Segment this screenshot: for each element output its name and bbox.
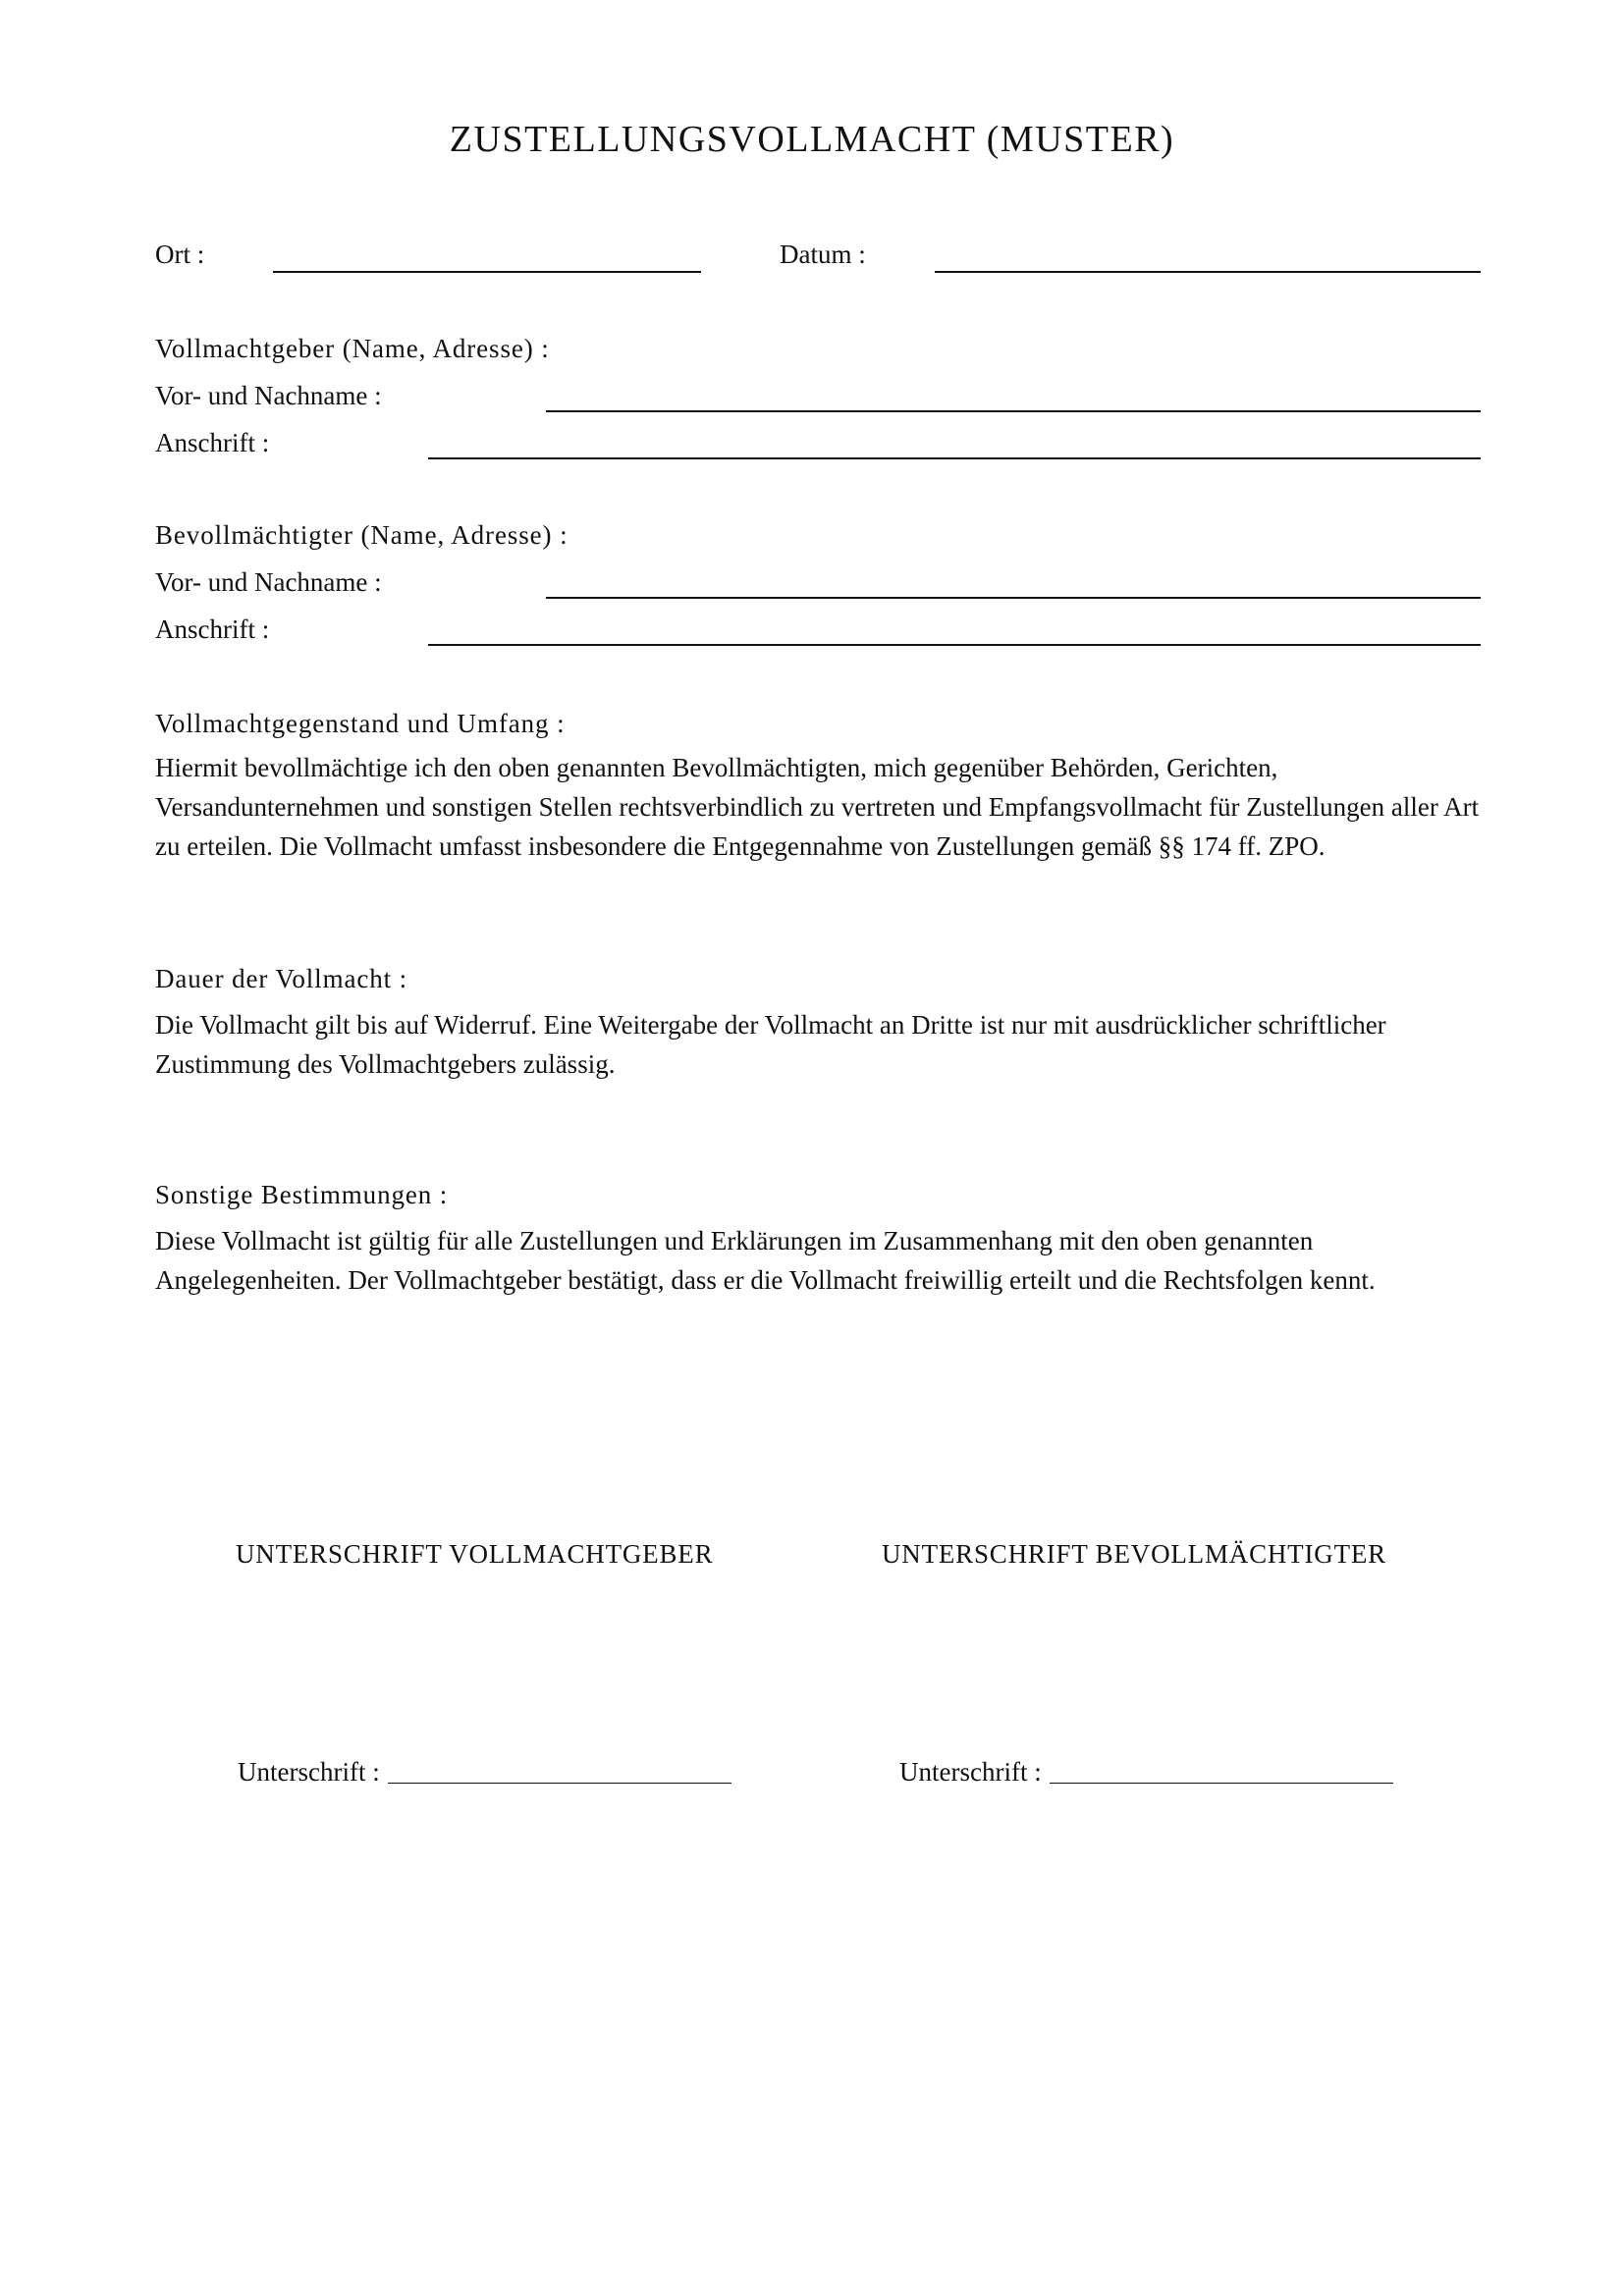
- datum-field[interactable]: [935, 271, 1481, 273]
- signature-label-vollmachtgeber: Unterschrift :: [238, 1757, 380, 1787]
- gegenstand-text: Hiermit bevollmächtige ich den oben genannten Bevollmächtigten, mich gegenüber Behörden, Gerichten, Versandunternehmen und sonstigen Stellen rechtsverbindlich zu vertreten und Empfangsvollmacht für Zustellungen aller Art zu erteilen. Die Vollmacht umfasst insbesondere die Entgegennahme von Zustellungen gemäß §§ 174 ff. ZPO.: [155, 753, 1480, 861]
- datum-label: Datum :: [780, 240, 866, 269]
- signature-heading-bevollmaechtigter: UNTERSCHRIFT BEVOLLMÄCHTIGTER: [882, 1539, 1386, 1569]
- gegenstand-heading: Vollmachtgegenstand und Umfang :: [155, 709, 566, 738]
- bevollmaechtigter-heading: Bevollmächtigter (Name, Adresse) :: [155, 520, 568, 550]
- bevollmaechtigter-address-field[interactable]: [428, 644, 1481, 646]
- vollmachtgeber-name-field[interactable]: [546, 410, 1481, 412]
- sonstige-text: Diese Vollmacht ist gültig für alle Zustellungen und Erklärungen im Zusammenhang mit den oben genannten Angelegenheiten. Der Vollmachtgeber bestätigt, dass er die Vollmacht freiwillig erteilt und die Rechtsfolgen kennt.: [155, 1226, 1376, 1295]
- signature-label-bevollmaechtigter: Unterschrift :: [899, 1757, 1042, 1787]
- signature-line-bevollmaechtigter[interactable]: [1050, 1783, 1393, 1784]
- bevollmaechtigter-name-label: Vor- und Nachname :: [155, 567, 382, 597]
- sonstige-heading: Sonstige Bestimmungen :: [155, 1180, 449, 1209]
- bevollmaechtigter-address-label: Anschrift :: [155, 614, 270, 644]
- vollmachtgeber-address-label: Anschrift :: [155, 428, 270, 457]
- vollmachtgeber-heading: Vollmachtgeber (Name, Adresse) :: [155, 334, 550, 363]
- signature-heading-vollmachtgeber: UNTERSCHRIFT VOLLMACHTGEBER: [236, 1539, 714, 1569]
- bevollmaechtigter-name-field[interactable]: [546, 597, 1481, 599]
- ort-field[interactable]: [273, 271, 701, 273]
- vollmachtgeber-address-field[interactable]: [428, 457, 1481, 459]
- dauer-heading: Dauer der Vollmacht :: [155, 964, 408, 993]
- signature-field-vollmachtgeber: [238, 1757, 731, 1788]
- document-title: ZUSTELLUNGSVOLLMACHT (MUSTER): [449, 119, 1175, 160]
- ort-label: Ort :: [155, 240, 205, 269]
- dauer-text: Die Vollmacht gilt bis auf Widerruf. Eine Weitergabe der Vollmacht an Dritte ist nur mit ausdrücklicher schriftlicher Zustimmung des Vollmachtgebers zulässig.: [155, 1010, 1386, 1079]
- signature-field-bevollmaechtigter: [899, 1757, 1393, 1788]
- vollmachtgeber-name-label: Vor- und Nachname :: [155, 381, 382, 410]
- signature-line-vollmachtgeber[interactable]: [388, 1783, 731, 1784]
